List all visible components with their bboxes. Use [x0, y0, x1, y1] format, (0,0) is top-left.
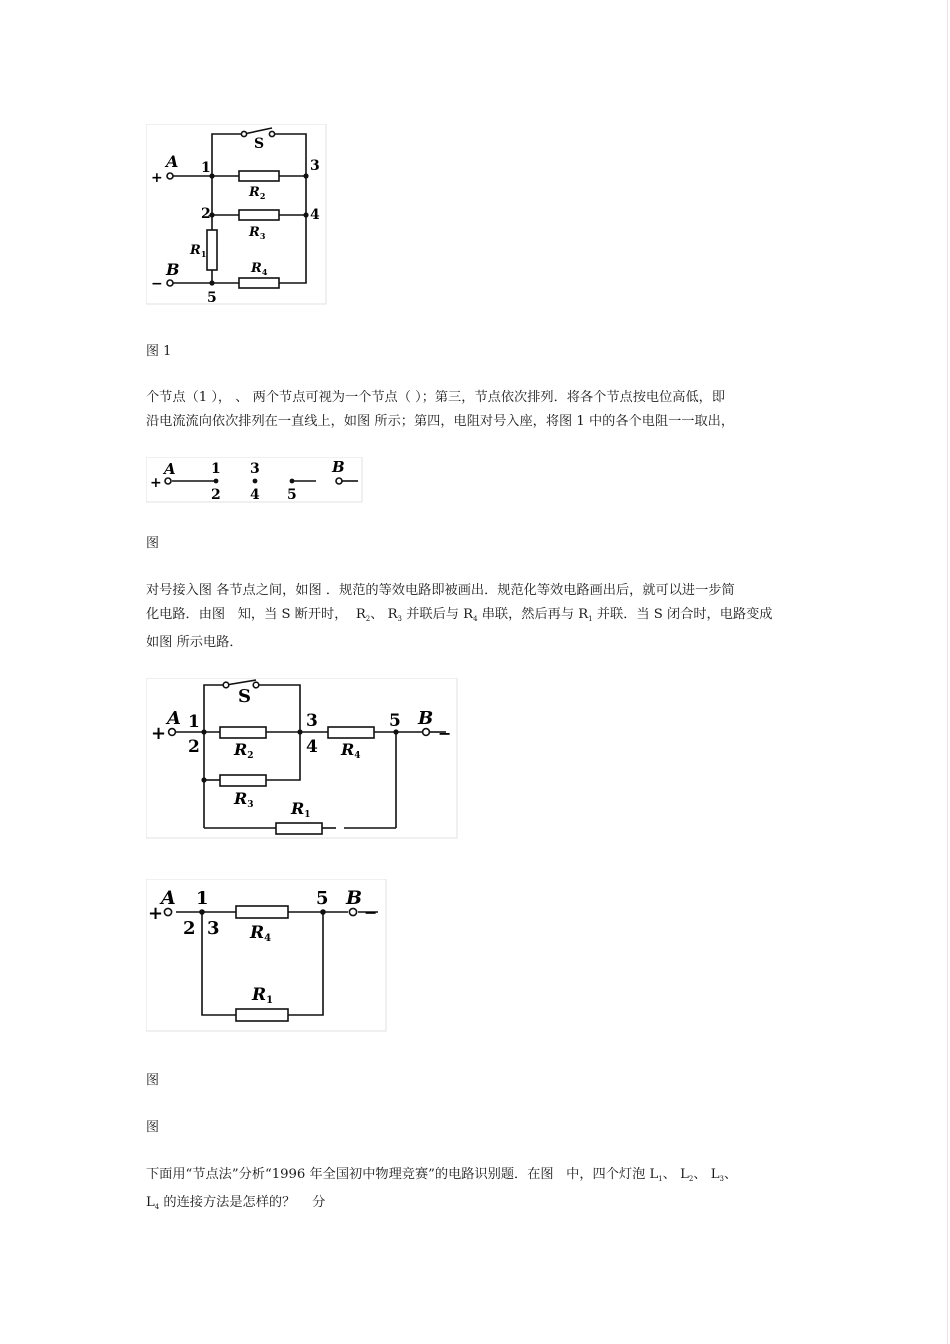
plus-sign: +	[151, 723, 167, 744]
terminal-a-label: A	[164, 460, 176, 478]
node-2-label: 2	[183, 918, 196, 939]
page-edge	[947, 0, 948, 1344]
minus-sign: −	[438, 724, 452, 743]
paragraph-1-line-1: 个节点（1 ）， 、 两个节点可视为一个节点（ ）；第三，节点依次排列．将各个节点按电位高低，即	[146, 390, 726, 405]
figure-4-caption-b: 图	[146, 1120, 160, 1135]
r3-label: $R_3$	[249, 225, 266, 241]
node-4-label: 4	[250, 487, 260, 503]
node-5-label: 5	[287, 487, 297, 503]
plus-sign: +	[151, 170, 163, 186]
figure-4-simplified-circuit	[146, 879, 387, 1032]
minus-sign: −	[364, 903, 378, 922]
node-1-label: 1	[201, 160, 211, 176]
node-5-label: 5	[207, 290, 217, 305]
paragraph-3-line-2: $L_4$ 的连接方法是怎样的？ 分	[146, 1195, 326, 1211]
minus-sign: −	[151, 276, 163, 292]
r1-label: R1	[291, 799, 311, 820]
paragraph-2	[146, 579, 816, 655]
node-3-label: 3	[306, 711, 318, 731]
node-3-label: 3	[207, 918, 220, 939]
paragraph-2-line-1: 对号接入图 各节点之间，如图 ．规范的等效电路即被画出．规范化等效电路画出后，就可以进一步简	[146, 583, 735, 598]
terminal-a-label: A	[167, 708, 181, 729]
r1-label: $R_1$	[190, 243, 207, 259]
r4-label: R4	[250, 923, 272, 944]
r3-label: R3	[234, 789, 254, 810]
figure-2-node-line	[146, 457, 363, 503]
terminal-a-label: A	[166, 152, 179, 171]
terminal-a-label: A	[161, 887, 176, 909]
plus-sign: +	[148, 903, 164, 924]
paragraph-1-line-2: 沿电流流向依次排列在一直线上，如图 所示；第四，电阻对号入座，将图 1 中的各个电阻一一取出，	[146, 414, 735, 429]
node-5-label: 5	[316, 888, 329, 909]
paragraph-3	[146, 1163, 816, 1219]
paragraph-2-line-3: 如图 所示电路．	[146, 635, 243, 650]
terminal-b-label: B	[346, 887, 363, 909]
r2-label: $R_2$	[249, 185, 266, 201]
node-3-label: 3	[310, 158, 320, 174]
terminal-b-label: B	[418, 708, 434, 729]
paragraph-3-line-1: 下面用“节点法”分析“1996 年全国初中物理竞赛”的电路识别题．在图 中，四个灯泡 $L_1$、 $L_2$、 $L_3$、	[146, 1167, 738, 1183]
node-1-label: 1	[188, 712, 200, 732]
node-1-label: 1	[196, 888, 209, 909]
node-3-label: 3	[250, 461, 260, 477]
terminal-b-label: B	[166, 260, 180, 279]
figure-2-caption: 图	[146, 536, 160, 551]
switch-label: S	[238, 686, 251, 707]
figure-1-circuit	[146, 124, 327, 305]
figure-1-caption: 图 1	[146, 344, 172, 359]
switch-label: S	[254, 136, 265, 152]
node-2-label: 2	[201, 206, 211, 222]
r2-label: R2	[234, 740, 254, 761]
r4-label: $R_4$	[251, 261, 268, 277]
r1-label: R1	[252, 985, 274, 1006]
node-2-label: 2	[188, 737, 200, 757]
figure-3-equivalent-circuit	[146, 678, 458, 839]
node-4-label: 4	[306, 737, 318, 757]
r4-label: R4	[341, 740, 361, 761]
paragraph-1	[146, 386, 816, 434]
figure-4-caption-a: 图	[146, 1073, 160, 1088]
paragraph-2-line-2: 化电路．由图 知，当 S 断开时， $R_2$、 $R_3$ 并联后与 $R_4$ 串联，然后再与 $R_1$ 并联．当 S 闭合时，电路变成	[146, 607, 773, 623]
node-2-label: 2	[211, 487, 221, 503]
terminal-b-label: B	[332, 458, 345, 476]
plus-sign: +	[150, 475, 162, 491]
node-5-label: 5	[389, 711, 401, 731]
node-4-label: 4	[310, 207, 320, 223]
node-1-label: 1	[211, 461, 221, 477]
